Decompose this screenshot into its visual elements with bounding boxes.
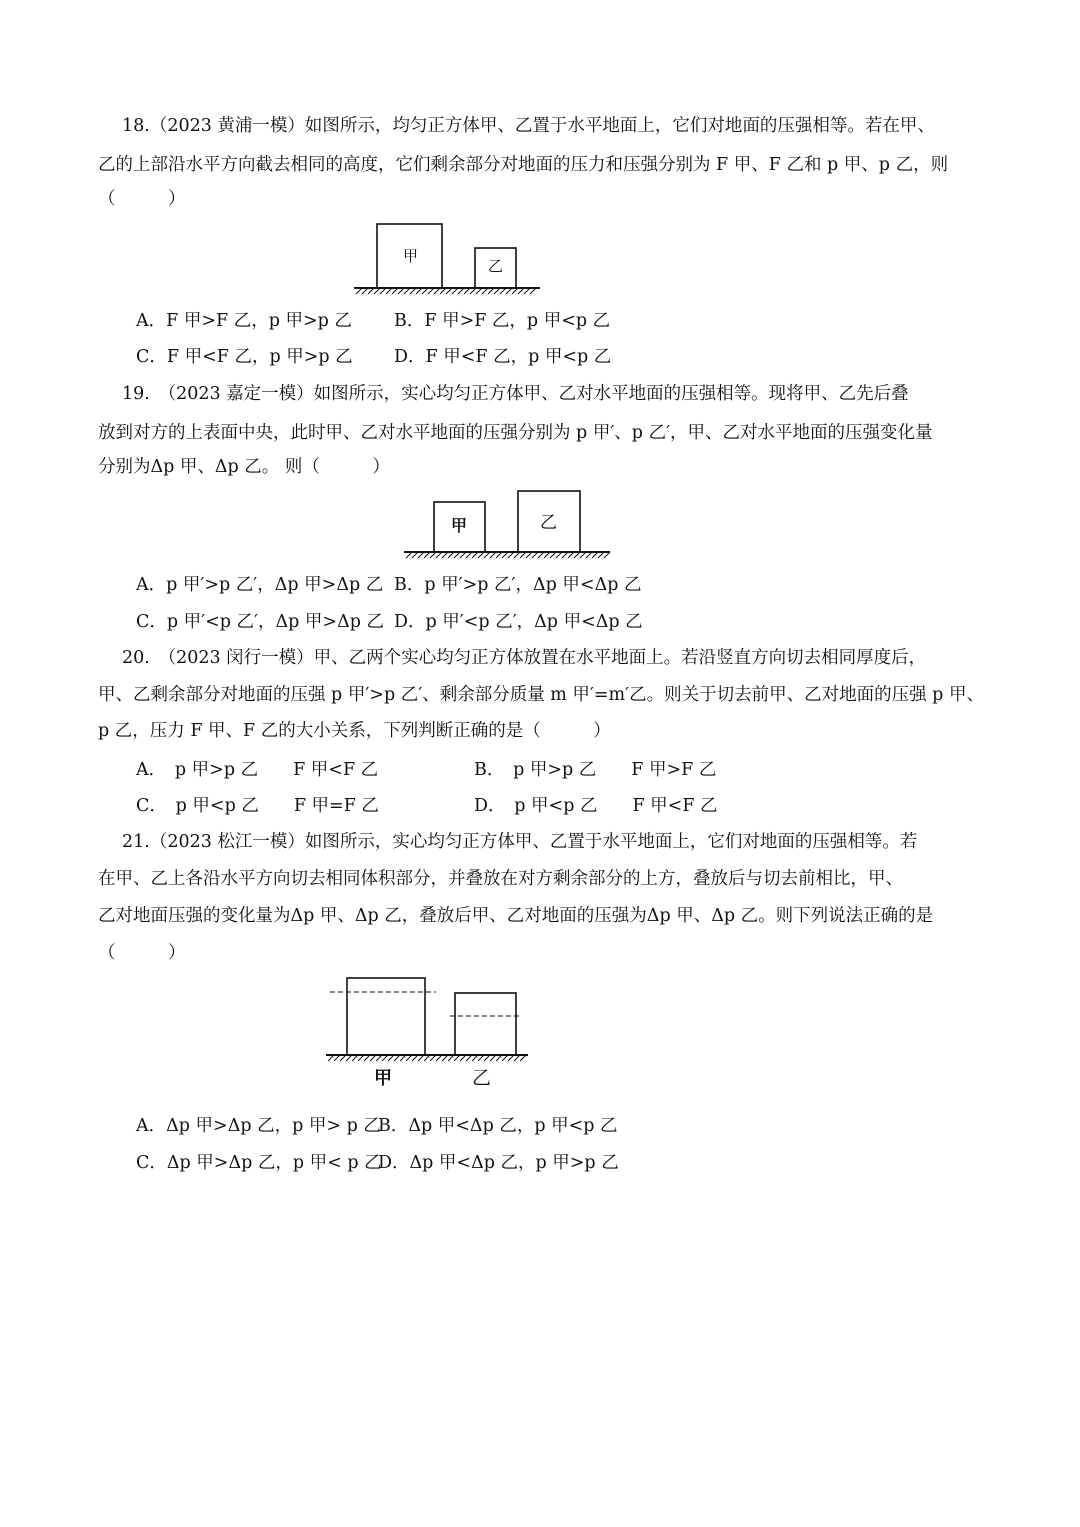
- figure-label-yi: 乙: [472, 1067, 492, 1089]
- question-text-line: 分别为Δp 甲、Δp 乙。 则（ ）: [98, 457, 390, 477]
- option-b: B． p 甲>p 乙 F 甲>F 乙: [474, 760, 717, 780]
- figure-q21: [320, 970, 535, 1095]
- question-text-line: 19. （2023 嘉定一模）如图所示，实心均匀正方体甲、乙对水平地面的压强相等。现将甲、乙先后叠: [122, 384, 909, 404]
- option-c: C．Δp 甲>Δp 乙，p 甲< p 乙: [136, 1153, 382, 1173]
- question-text-line: 21.（2023 松江一模）如图所示，实心均匀正方体甲、乙置于水平地面上，它们对地面的压强相等。若: [122, 832, 918, 852]
- option-a: A．F 甲>F 乙，p 甲>p 乙: [136, 311, 352, 331]
- cube-jia: [347, 978, 425, 1055]
- figure-q19: [400, 486, 615, 564]
- option-d: D．Δp 甲<Δp 乙，p 甲>p 乙: [378, 1153, 619, 1173]
- option-b: B．Δp 甲<Δp 乙，p 甲<p 乙: [378, 1116, 618, 1136]
- question-text-line: 18.（2023 黄浦一模）如图所示，均匀正方体甲、乙置于水平地面上，它们对地面的压强相等。若在甲、: [122, 116, 935, 136]
- option-b: B．p 甲′>p 乙′，Δp 甲<Δp 乙: [394, 575, 642, 595]
- question-text-line: （ ）: [98, 943, 186, 963]
- question-text-line: 甲、乙剩余部分对地面的压强 p 甲′>p 乙′、剩余部分质量 m 甲′=m′乙。则关于切去前甲、乙对地面的压强 p 甲、: [98, 685, 984, 705]
- figure-label-jia: 甲: [451, 516, 468, 535]
- question-text-line: 放到对方的上表面中央，此时甲、乙对水平地面的压强分别为 p 甲′、p 乙′，甲、乙对水平地面的压强变化量: [98, 423, 933, 443]
- option-d: D． p 甲<p 乙 F 甲<F 乙: [474, 796, 718, 816]
- option-a: A．p 甲′>p 乙′，Δp 甲>Δp 乙: [136, 575, 384, 595]
- option-d: D．p 甲′<p 乙′，Δp 甲<Δp 乙: [394, 612, 643, 632]
- option-c: C．F 甲<F 乙，p 甲>p 乙: [136, 347, 353, 367]
- question-text-line: （ ）: [98, 189, 186, 209]
- option-d: D．F 甲<F 乙，p 甲<p 乙: [394, 347, 612, 367]
- figure-label-yi: 乙: [540, 513, 557, 533]
- option-b: B．F 甲>F 乙，p 甲<p 乙: [394, 311, 611, 331]
- figure-label-jia: 甲: [403, 247, 419, 265]
- cube-yi: [455, 993, 516, 1055]
- option-a: A． p 甲>p 乙 F 甲<F 乙: [136, 760, 379, 780]
- question-text-line: 20. （2023 闵行一模）甲、乙两个实心均匀正方体放置在水平地面上。若沿竖直方向切去相同厚度后，: [122, 648, 927, 668]
- question-text-line: 乙对地面压强的变化量为Δp 甲、Δp 乙，叠放后甲、乙对地面的压强为Δp 甲、Δp 乙。则下列说法正确的是: [98, 906, 934, 926]
- option-c: C． p 甲<p 乙 F 甲=F 乙: [136, 796, 379, 816]
- question-text-line: 在甲、乙上各沿水平方向切去相同体积部分，并叠放在对方剩余部分的上方，叠放后与切去前相比，甲、: [98, 869, 903, 889]
- question-text-line: p 乙，压力 F 甲、F 乙的大小关系，下列判断正确的是（ ）: [98, 721, 611, 741]
- option-c: C．p 甲′<p 乙′，Δp 甲>Δp 乙: [136, 612, 384, 632]
- option-a: A．Δp 甲>Δp 乙，p 甲> p 乙: [136, 1116, 381, 1136]
- question-text-line: 乙的上部沿水平方向截去相同的高度，它们剩余部分对地面的压力和压强分别为 F 甲、F 乙和 p 甲、p 乙，则: [98, 155, 949, 175]
- figure-label-yi: 乙: [488, 257, 504, 275]
- figure-q18: [350, 218, 550, 298]
- figure-label-jia: 甲: [374, 1068, 392, 1089]
